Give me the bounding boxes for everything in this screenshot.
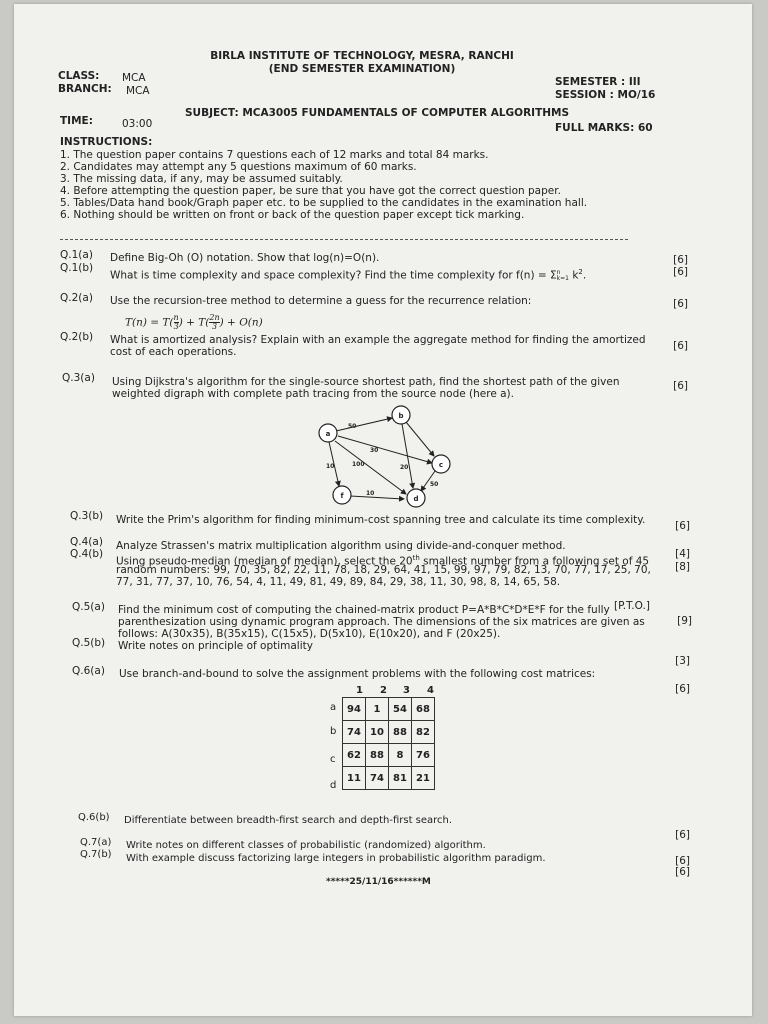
institute-name: BIRLA INSTITUTE OF TECHNOLOGY, MESRA, RANCHI xyxy=(210,50,514,62)
weighted-digraph xyxy=(310,400,470,512)
class-value: MCA xyxy=(122,72,146,84)
matrix-row-label: c xyxy=(330,754,336,765)
q3a-marks: [6] xyxy=(673,380,688,392)
edge-weight: 100 xyxy=(352,461,365,468)
node-label: a xyxy=(325,430,331,438)
edge-weight: 50 xyxy=(430,481,439,488)
matrix-cell: 8 xyxy=(389,744,412,767)
subject: SUBJECT: MCA3005 FUNDAMENTALS OF COMPUTER ALGORITHMS xyxy=(185,107,570,119)
q5a-marks: [9] xyxy=(677,615,692,627)
instruction-item: 5. Tables/Data hand book/Graph paper etc. to be supplied to the candidates in the examination hall. xyxy=(60,197,588,209)
q7a-text: Write notes on different classes of probabilistic (randomized) algorithm. xyxy=(126,840,486,851)
edge-weight: 20 xyxy=(400,464,409,471)
q2b-number: Q.2(b) xyxy=(60,331,94,343)
q2b-text-line2: cost of each operations. xyxy=(110,346,237,358)
instruction-item: 1. The question paper contains 7 questions each of 12 marks and total 84 marks. xyxy=(60,149,489,161)
class-label: CLASS: xyxy=(58,70,100,82)
matrix-cell: 11 xyxy=(343,767,366,790)
matrix-cell: 62 xyxy=(343,744,366,767)
q1b-marks: [6] xyxy=(673,266,688,278)
node-label: d xyxy=(413,495,419,503)
q5b-marks: [3] xyxy=(675,655,690,667)
q7a-number: Q.7(a) xyxy=(80,837,112,848)
matrix-column-header: 2 xyxy=(380,685,387,696)
q1a-text: Define Big-Oh (O) notation. Show that log(n)=O(n). xyxy=(110,252,380,264)
q1a-number: Q.1(a) xyxy=(60,249,93,261)
q4b-marks: [8] xyxy=(675,561,690,573)
q7b-marks: [6] xyxy=(675,866,690,878)
q5a-number: Q.5(a) xyxy=(72,601,105,613)
q6b-number: Q.6(b) xyxy=(78,812,110,823)
edge-b-d xyxy=(402,424,413,488)
q5b-text: Write notes on principle of optimality xyxy=(118,640,313,652)
table-row xyxy=(343,698,435,721)
exam-title: (END SEMESTER EXAMINATION) xyxy=(268,63,456,75)
q3b-marks: [6] xyxy=(675,520,690,532)
time-value: 03:00 xyxy=(122,118,153,130)
matrix-cell: 88 xyxy=(366,744,389,767)
q6b-marks: [6] xyxy=(675,829,690,841)
q5a-text-line3: follows: A(30x35), B(35x15), C(15x5), D(5x10), E(10x20), and F (20x25). xyxy=(118,628,501,640)
separator-line xyxy=(60,239,628,240)
instruction-item: 3. The missing data, if any, may be assumed suitably. xyxy=(60,173,343,185)
q7b-text: With example discuss factorizing large integers in probabilistic algorithm paradigm. xyxy=(126,853,546,864)
matrix-cell: 74 xyxy=(366,767,389,790)
q3b-number: Q.3(b) xyxy=(70,510,104,522)
matrix-cell: 68 xyxy=(412,698,435,721)
q5a-text-line2: parenthesization using dynamic program approach. The dimensions of the six matrices are given as xyxy=(118,616,645,628)
q1b-text: What is time complexity and space complexity? Find the time complexity for f(n) = Σ n k=1 $k^2$. xyxy=(110,268,587,282)
q2a-number: Q.2(a) xyxy=(60,292,93,304)
q4a-text: Analyze Strassen's matrix multiplication algorithm using divide-and-conquer method. xyxy=(116,540,566,552)
q4a-marks: [4] xyxy=(675,548,690,560)
matrix-cell: 94 xyxy=(343,698,366,721)
semester: SEMESTER : III xyxy=(555,76,641,88)
matrix-row-label: d xyxy=(330,780,337,791)
edge-weight: 10 xyxy=(326,463,335,470)
q2b-marks: [6] xyxy=(673,340,688,352)
matrix-column-header: 3 xyxy=(403,685,410,696)
edge-f-d xyxy=(350,496,404,499)
matrix-cell: 88 xyxy=(389,721,412,744)
matrix-cell: 82 xyxy=(412,721,435,744)
edge-weight: 10 xyxy=(366,490,375,497)
q7b-number: Q.7(b) xyxy=(80,849,112,860)
matrix-cell: 21 xyxy=(412,767,435,790)
q4b-number: Q.4(b) xyxy=(70,548,104,560)
node-label: b xyxy=(398,412,404,420)
q7a-marks: [6] xyxy=(675,855,690,867)
matrix-column-header: 4 xyxy=(427,685,434,696)
q4a-number: Q.4(a) xyxy=(70,536,103,548)
q6b-text: Differentiate between breadth-first search and depth-first search. xyxy=(124,815,453,826)
q4b-text-line3: 77, 31, 77, 37, 10, 76, 54, 4, 11, 49, 81, 49, 89, 84, 29, 38, 11, 30, 98, 8, 14, 65, 58. xyxy=(116,576,561,588)
q1a-marks: [6] xyxy=(673,254,688,266)
instruction-item: 4. Before attempting the question paper, be sure that you have got the correct question paper. xyxy=(60,185,561,197)
instruction-item: 2. Candidates may attempt any 5 questions maximum of 60 marks. xyxy=(60,161,417,173)
edge-weight: 30 xyxy=(370,447,379,454)
node-label: f xyxy=(340,492,344,500)
q6a-marks: [6] xyxy=(675,683,690,695)
table-row xyxy=(343,744,435,767)
node-label: c xyxy=(438,461,444,469)
q2b-text-line1: What is amortized analysis? Explain with an example the aggregate method for finding the amortized xyxy=(110,334,646,346)
edge-weight: 50 xyxy=(348,423,357,430)
matrix-cell: 74 xyxy=(343,721,366,744)
edge-a-c xyxy=(338,436,432,463)
q4b-text-line1: Using pseudo-median (median of median), select the 20th smallest number from a following set of 45 xyxy=(116,554,650,568)
q2a-marks: [6] xyxy=(673,298,688,310)
matrix-column-header: 1 xyxy=(356,685,363,696)
edge-a-b xyxy=(336,418,392,431)
session: SESSION : MO/16 xyxy=(555,89,656,101)
instructions-title: INSTRUCTIONS: xyxy=(60,136,153,148)
instruction-item: 6. Nothing should be written on front or back of the question paper except tick marking. xyxy=(60,209,525,221)
cost-matrix-table xyxy=(342,697,435,790)
time-label: TIME: xyxy=(60,115,93,127)
matrix-cell: 1 xyxy=(366,698,389,721)
matrix-cell: 10 xyxy=(366,721,389,744)
q4b-text-line2: random numbers: 99, 70, 35, 82, 22, 11, 78, 18, 29, 64, 41, 15, 99, 97, 79, 82, 13, 70, 77, 17, 25, 70, xyxy=(116,564,651,576)
branch-value: MCA xyxy=(126,85,150,97)
q6a-text: Use branch-and-bound to solve the assignment problems with the following cost matrices: xyxy=(119,668,596,680)
q5a-text-line1: Find the minimum cost of computing the chained-matrix product P=A*B*C*D*E*F for the fully xyxy=(118,604,610,616)
q3a-text-line1: Using Dijkstra's algorithm for the single-source shortest path, find the shortest path of the given xyxy=(112,376,620,388)
matrix-cell: 81 xyxy=(389,767,412,790)
full-marks: FULL MARKS: 60 xyxy=(555,122,653,134)
pto-mark: [P.T.O.] xyxy=(614,600,650,612)
edge-b-c xyxy=(406,422,434,456)
matrix-cell: 76 xyxy=(412,744,435,767)
q2a-text: Use the recursion-tree method to determine a guess for the recurrence relation: xyxy=(110,295,532,307)
matrix-row-label: b xyxy=(330,726,337,737)
table-row xyxy=(343,767,435,790)
q3b-text: Write the Prim's algorithm for finding minimum-cost spanning tree and calculate its time complexity. xyxy=(116,514,646,526)
q5b-number: Q.5(b) xyxy=(72,637,106,649)
footer-code: *****25/11/16******M xyxy=(326,877,431,887)
table-row xyxy=(343,721,435,744)
q6a-number: Q.6(a) xyxy=(72,665,105,677)
q1b-number: Q.1(b) xyxy=(60,262,94,274)
branch-label: BRANCH: xyxy=(58,83,112,95)
q3a-text-line2: weighted digraph with complete path tracing from the source node (here a). xyxy=(112,388,514,400)
q3a-number: Q.3(a) xyxy=(62,372,95,384)
matrix-cell: 54 xyxy=(389,698,412,721)
recurrence-formula: T(n) = T( $\frac{n}{3}$ ) + T( $\frac{2n}{3}$ ) + O(n) xyxy=(125,313,263,331)
matrix-row-label: a xyxy=(330,702,337,713)
